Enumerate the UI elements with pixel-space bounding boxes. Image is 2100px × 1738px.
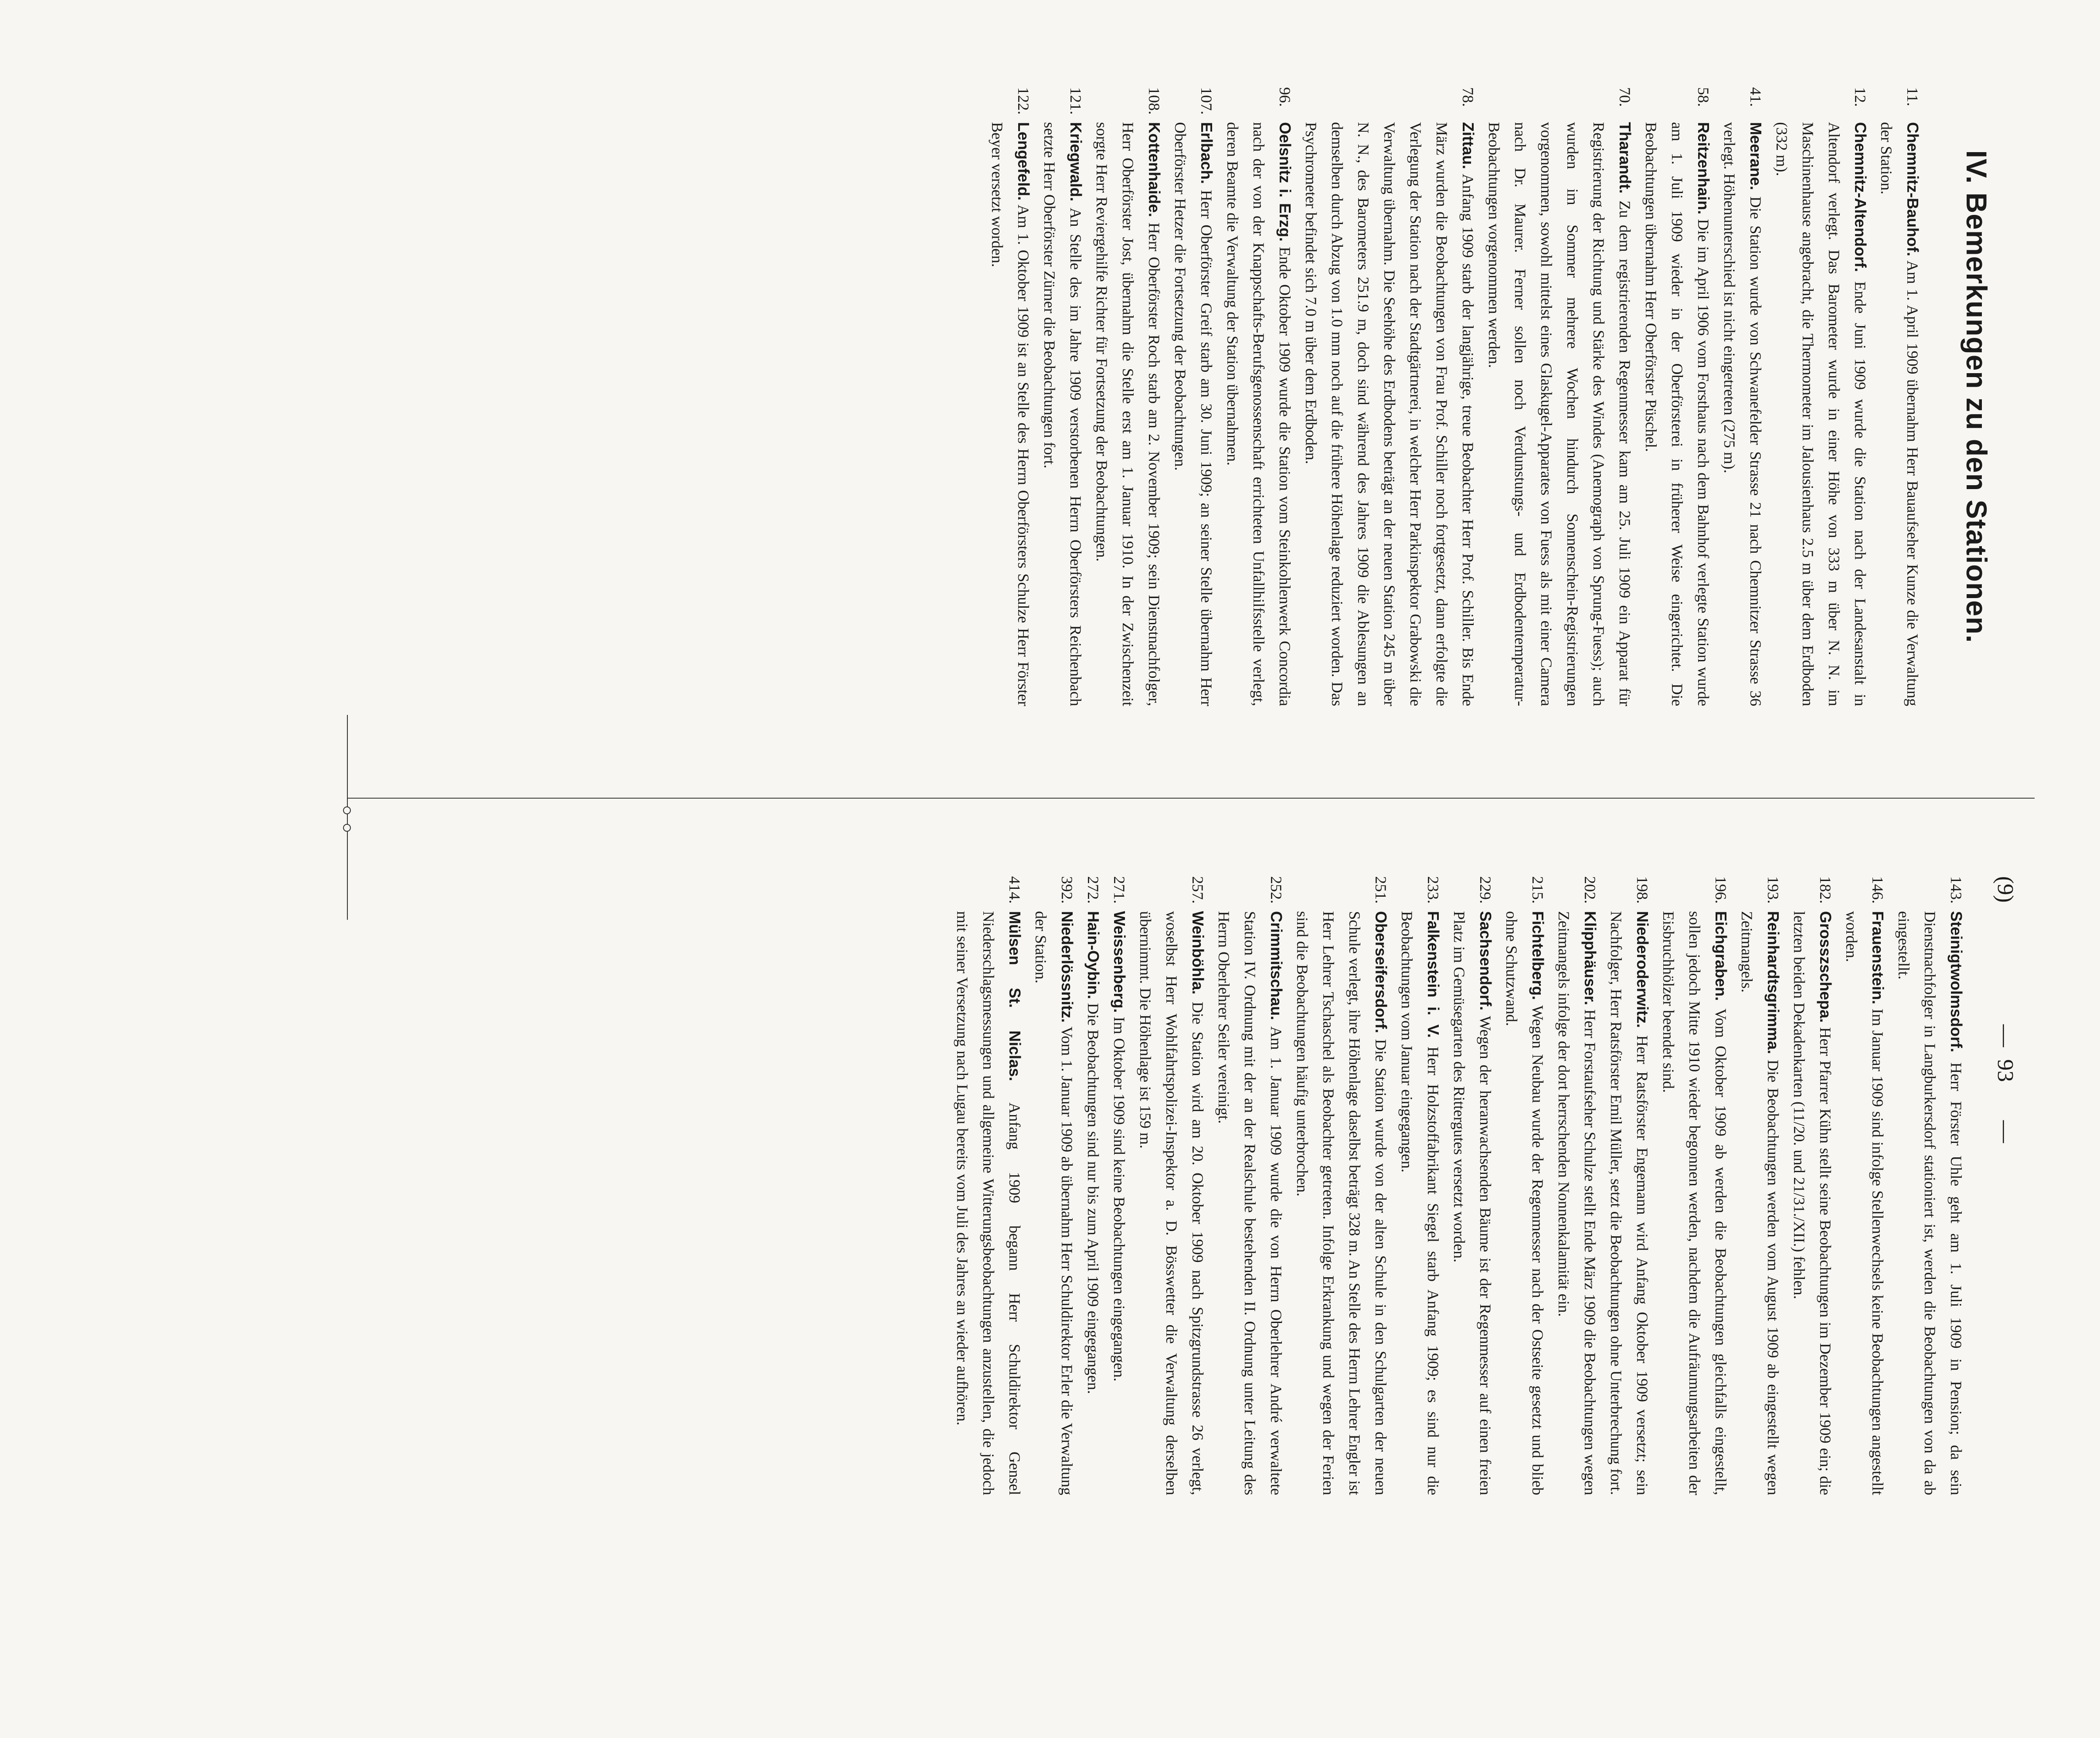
- station-name: Falkenstein i. V.: [1424, 911, 1442, 1038]
- station-number: 257.: [1189, 876, 1206, 904]
- station-number: 196.: [1712, 876, 1730, 904]
- station-name: Meerane.: [1747, 122, 1765, 190]
- station-number: 41.: [1747, 87, 1764, 107]
- station-number: 392.: [1058, 876, 1076, 904]
- station-number: 78.: [1459, 87, 1477, 107]
- station-remark: Herr Holzstoffabrikant Siegel starb Anfang 1909; es sind nur die Beobachtungen vom Januar eingegangen.: [1398, 911, 1442, 1496]
- station-remark: Wegen der heranwachsenden Bäume ist der Regenmesser auf einen freien Platz im Gemüsegarten des Rittergutes versetzt worden.: [1451, 911, 1494, 1495]
- right-entries: [949, 876, 1969, 1495]
- station-remark: Anfang 1909 starb der langjährige, treue Beobachter Herr Prof. Schiller. Bis Ende März wurden die Beobachtungen von Frau Prof. Schiller noch fortgesetzt, dann erfolgte die Verlegung der Station nach der Stadtgärtnerei, in welcher Herr Parkinspektor Grabowski die Verwaltung übernahm. Die Seehöhe des Erdbodens beträgt an der neuen Station 245 m über N. N., des Barometers 251.9 m, doch sind während des Jahres 1909 die Ablesungen an demselben durch Abzug von 1.0 mm noch auf die frühere Höhenlage reduziert worden. Das Psychrometer befindet sich 7.0 m über dem Erdboden.: [1302, 122, 1477, 706]
- station-number: 108.: [1145, 87, 1163, 115]
- ornament-knot: [343, 806, 351, 814]
- station-number: 121.: [1067, 87, 1084, 115]
- column-divider: [348, 798, 2035, 799]
- station-entry: [1891, 876, 1969, 1495]
- station-entry: [1734, 876, 1786, 1495]
- station-entry: [1638, 87, 1716, 706]
- station-entry: [1132, 876, 1211, 1495]
- station-entry: [1873, 87, 1926, 706]
- station-number: 107.: [1198, 87, 1215, 115]
- station-entry: [984, 87, 1036, 706]
- station-number: 271.: [1111, 876, 1128, 904]
- station-name: Niederoderwitz.: [1634, 911, 1651, 1028]
- station-entry: [1786, 876, 1838, 1495]
- station-entry: [1481, 87, 1638, 706]
- station-remark: Herr Ratsförster Engemann wird Anfang Oktober 1909 versetzt; sein Nachfolger, Herr Ratsförster Emil Müller, setzt die Beobachtungen ohne Unterbrechung fort.: [1607, 911, 1651, 1495]
- station-entry: [1080, 876, 1106, 1495]
- station-number: 11.: [1904, 87, 1921, 106]
- station-number: 122.: [1015, 87, 1032, 115]
- station-remark: An Stelle des im Jahre 1909 verstorbenen Herrn Oberförsters Reichenbach setzte Herr Oberförster Zürner die Beobachtungen fort.: [1041, 122, 1084, 706]
- station-entry: [1446, 876, 1499, 1495]
- station-entry: [1499, 876, 1551, 1495]
- header-dash: —: [1993, 1024, 2018, 1047]
- station-number: 202.: [1581, 876, 1599, 904]
- station-number: 143.: [1947, 876, 1965, 904]
- station-name: Oberseifersdorf.: [1372, 911, 1390, 1034]
- station-remark: Im Januar 1909 sind infolge Stellenwechsels keine Beobachtungen angestellt worden.: [1843, 911, 1886, 1495]
- station-entry: [1655, 876, 1734, 1495]
- station-remark: Herr Förster Uhle geht am 1. Juli 1909 in Pension; da sein Dienstnachfolger in Langburkersdorf stationiert ist, werden die Beobachtungen von da ab eingestellt.: [1895, 911, 1965, 1495]
- station-entry: [949, 876, 1028, 1495]
- station-entry: [1394, 876, 1446, 1495]
- station-name: Mülsen St. Niclas.: [1006, 911, 1024, 1082]
- station-name: Eichgraben.: [1712, 911, 1730, 1001]
- station-remark: Die Beobachtungen sind nur bis zum April 1909 eingegangen.: [1084, 1003, 1102, 1394]
- station-entry: [1298, 87, 1481, 706]
- station-number: 215.: [1529, 876, 1546, 904]
- station-name: Chemnitz-Altendorf.: [1852, 122, 1869, 272]
- station-entry: [1089, 87, 1167, 706]
- station-name: Frauenstein.: [1869, 911, 1887, 1005]
- station-name: Chemnitz-Bauhof.: [1904, 122, 1922, 256]
- station-entry: [1838, 876, 1891, 1495]
- station-entry: [1211, 876, 1289, 1495]
- station-name: Reitzenhain.: [1695, 122, 1713, 215]
- station-entry: [1036, 87, 1089, 706]
- station-remark: Herr Forstaufseher Schulze stellt Ende März 1909 die Beobachtungen wegen Zeitmangels infolge der dort herrschenden Nonnenkalamität ein.: [1555, 911, 1599, 1496]
- marginal-ornament: [347, 715, 348, 920]
- station-remark: Herr Pfarrer Kühn stellt seine Beobachtungen im Dezember 1909 ein; die letzten beiden Dekadenkarten (11/20. und 21/31./XII.) fehlen.: [1791, 911, 1834, 1495]
- station-remark: Die im April 1906 vom Forsthaus nach dem Bahnhof verlegte Station wurde am 1. Juli 1909 wieder in der Oberförsterei in früherer Weise eingerichtet. Die Beobachtungen übernahm Herr Oberförster Püschel.: [1642, 122, 1712, 707]
- station-remark: Zu dem registrierenden Regenmesser kam am 25. Juli 1909 ein Apparat für Registrierung der Richtung und Stärke des Windes (Anemograph von Sprung-Fuess); auch wurden im Sommer mehrere Wochen hindurch Sonnenschein-Registrierungen vorgenommen, sowohl mittelst eines Glaskugel-Apparates von Fuess als mit einer Camera nach Dr. Maurer. Ferner sollen noch Verdunstungs- und Erdbodentemperatur-Beobachtungen vorgenommen werden.: [1485, 122, 1634, 707]
- station-entry: [1716, 87, 1769, 706]
- station-remark: Die Station wurde von der alten Schule in den Schulgarten der neuen Schule verlegt, ihre Höhenlage daselbst beträgt 328 m. An Stelle des Herrn Lehrer Engler ist Herr Lehrer Tschaschel als Beobachter getreten. Infolge Erkrankung und wegen der Ferien sind die Beobachtungen häufig unterbrochen.: [1294, 911, 1390, 1495]
- station-entry: [1220, 87, 1298, 706]
- station-number: 12.: [1852, 87, 1869, 107]
- page-header: [1988, 876, 2018, 1591]
- station-number: 193.: [1764, 876, 1782, 904]
- station-number: 182.: [1817, 876, 1834, 904]
- station-name: Zittau.: [1459, 122, 1477, 169]
- station-name: Crimmitschau.: [1267, 911, 1285, 1020]
- station-number: 252.: [1267, 876, 1285, 904]
- station-remark: Am 1. Oktober 1909 ist an Stelle des Herrn Oberförsters Schulze Herr Förster Beyer versetzt worden.: [989, 122, 1032, 706]
- station-remark: Im Oktober 1909 sind keine Beobachtungen eingegangen.: [1111, 1017, 1128, 1382]
- station-name: Tharandt.: [1616, 122, 1634, 194]
- station-remark: Herr Oberförster Roch starb am 2. November 1909; sein Dienstnachfolger, Herr Oberförster Jost, übernahm die Stelle erst am 1. Januar 1910. In der Zwischenzeit sorgte Herr Reviergehilfe Richter für Fortsetzung der Beobachtungen.: [1093, 122, 1163, 706]
- station-remark: Die Beobachtungen werden vom August 1909 ab eingestellt wegen Zeitmangels.: [1738, 911, 1782, 1495]
- station-remark: Am 1. Januar 1909 wurde die von Herrn Oberlehrer André verwaltete Station IV. Ordnung mit der an der Realschule bestehenden II. Ordnung unter Leitung des Herrn Oberlehrer Seiler vereinigt.: [1215, 911, 1285, 1495]
- station-number: 198.: [1634, 876, 1651, 904]
- station-name: Steinigtwolmsdorf.: [1947, 911, 1965, 1052]
- station-entry: [1106, 876, 1132, 1495]
- station-name: Weinböhla.: [1189, 911, 1207, 995]
- station-remark: Ende Juni 1909 wurde die Station nach der Landesanstalt in Altendorf verlegt. Das Barometer wurde in einer Höhe von 333 m über N. N. im Maschinenhause angebracht, die Thermometer im Jalousienhaus 2.5 m über dem Erdboden (332 m).: [1773, 122, 1869, 707]
- station-name: Fichtelberg.: [1529, 911, 1547, 1000]
- station-name: Niederlössnitz.: [1058, 911, 1076, 1023]
- station-number: 233.: [1424, 876, 1442, 904]
- station-remark: Anfang 1909 begann Herr Schuldirektor Gensel Niederschlagsmessungen und allgemeine Witterungsbeobachtungen anzustellen, die jedoch mit seiner Versetzung nach Lugau bereits vom Juli des Jahres an wieder aufhören.: [954, 911, 1023, 1495]
- station-remark: Vom 1. Januar 1909 ab übernahm Herr Schuldirektor Erler die Verwaltung der Station.: [1032, 911, 1076, 1495]
- station-entry: [1289, 876, 1394, 1495]
- page-number: 93: [1993, 1059, 2018, 1082]
- station-remark: Die Station wurde von Schwanefelder Strasse 21 nach Chemnitzer Strasse 36 verlegt. Höhenunterschied ist nicht eingetreten (275 m).: [1721, 122, 1764, 707]
- station-remark: Vom Oktober 1909 ab werden die Beobachtungen gleichfalls eingestellt, sollen jedoch Mitte 1910 wieder begonnen werden, nachdem die Aufräumungsarbeiten der Eisbruchhölzer beendet sind.: [1660, 911, 1730, 1495]
- station-name: Sachsendorf.: [1477, 911, 1495, 1011]
- station-entry: [1769, 87, 1873, 706]
- station-entry: [1028, 876, 1080, 1495]
- station-name: Klipphäuser.: [1581, 911, 1599, 1006]
- station-remark: Am 1. April 1909 übernahm Herr Bauaufseher Kunze die Verwaltung der Station.: [1878, 122, 1921, 707]
- station-number: 146.: [1869, 876, 1886, 904]
- station-name: Kottenhaide.: [1145, 122, 1163, 218]
- station-name: Reinhardtsgrimma.: [1764, 911, 1782, 1054]
- station-number: 272.: [1084, 876, 1102, 904]
- station-remark: Die Station wird am 20. Oktober 1909 nach Spitzgrundstrasse 26 verlegt, woselbst Herr Wohlfahrtspolizei-Inspektor a. D. Bösswetter die Verwaltung derselben übernimmt. Die Höhenlage ist 159 m.: [1137, 911, 1206, 1495]
- station-name: Kriegwald.: [1067, 122, 1085, 202]
- station-name: Erlbach.: [1198, 122, 1216, 184]
- station-entry: [1167, 87, 1220, 706]
- ornament-knot: [343, 824, 351, 832]
- station-number: 229.: [1477, 876, 1494, 904]
- station-number: 414.: [1006, 876, 1023, 904]
- station-remark: Wegen Neubau wurde der Regenmesser nach der Ostseite gesetzt und blieb ohne Schutzwand.: [1503, 911, 1546, 1495]
- station-remark: Ende Oktober 1909 wurde die Station vom Steinkohlenwerk Concordia nach der von der Knappschafts-Berufsgenossenschaft errichteten Unfallhilfsstelle verlegt, deren Beamte die Verwaltung der Station übernahmen.: [1224, 122, 1294, 706]
- station-name: Weissenberg.: [1111, 911, 1128, 1013]
- station-number: 70.: [1616, 87, 1634, 107]
- station-number: 58.: [1695, 87, 1712, 107]
- station-name: Oelsnitz i. Erzg.: [1276, 122, 1294, 242]
- station-name: Hain-Oybin.: [1084, 911, 1102, 1000]
- section-title: IV. Bemerkungen zu den Stationen.: [1961, 150, 1993, 643]
- station-entry: [1603, 876, 1655, 1495]
- station-entry: [1551, 876, 1603, 1495]
- station-name: Grosszschepa.: [1817, 911, 1835, 1023]
- sheet-number: (9): [1993, 876, 2018, 903]
- station-number: 251.: [1372, 876, 1390, 904]
- station-name: Lengefeld.: [1015, 122, 1033, 201]
- header-dash: —: [1993, 1120, 2018, 1143]
- left-entries: [984, 87, 1926, 706]
- station-remark: Herr Oberförster Greif starb am 30. Juni 1909; an seiner Stelle übernahm Herr Oberförster Hetzer die Fortsetzung der Beobachtungen.: [1172, 122, 1215, 706]
- station-number: 96.: [1276, 87, 1294, 107]
